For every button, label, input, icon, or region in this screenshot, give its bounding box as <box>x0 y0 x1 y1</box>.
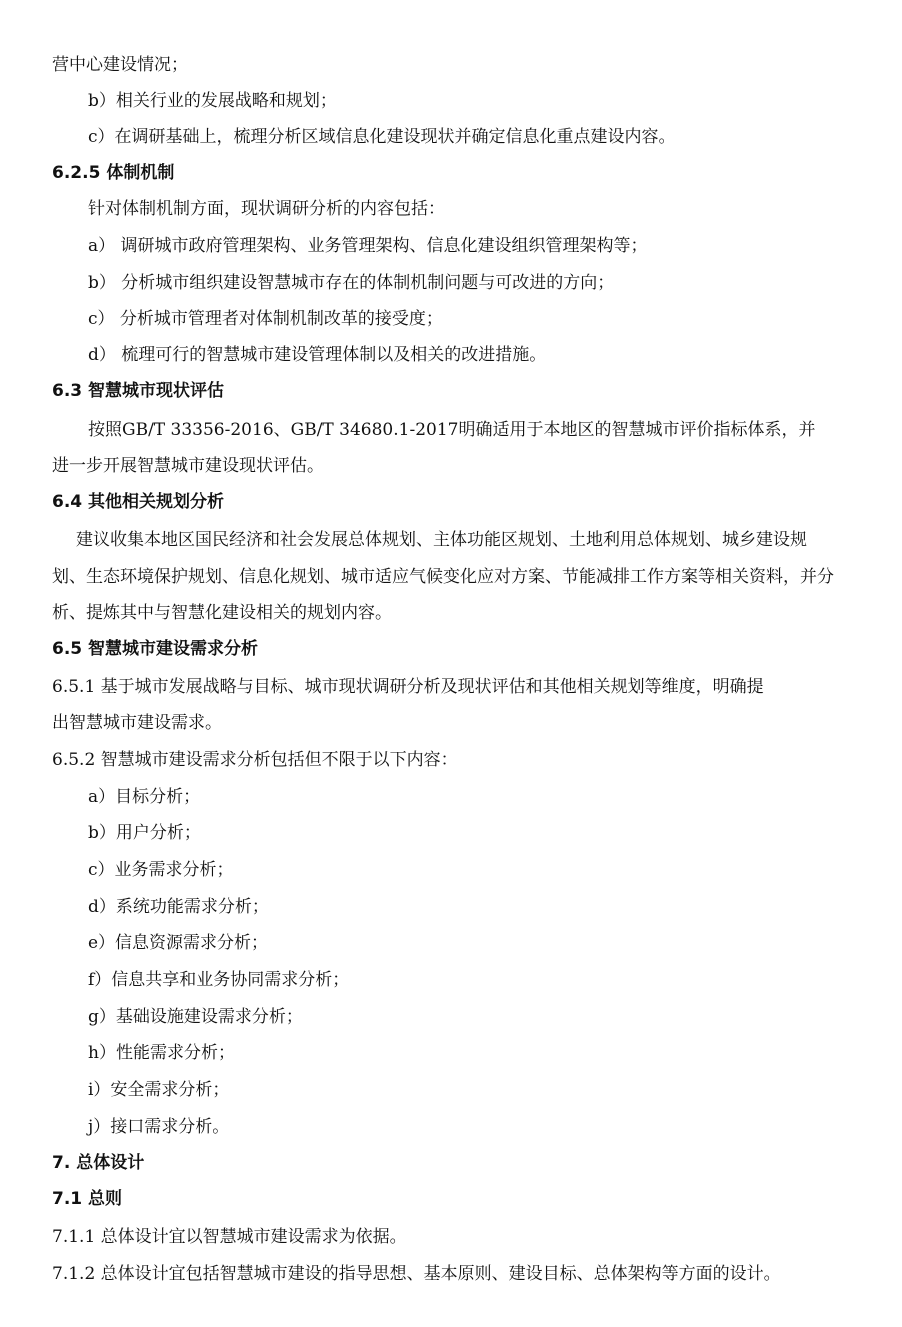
paragraph-line: 划、生态环境保护规划、信息化规划、城市适应气候变化应对方案、节能减排工作方案等相关资料，并分 <box>52 567 834 587</box>
section-heading: 6.5 智慧城市建设需求分析 <box>52 639 259 659</box>
list-item: j）接口需求分析。 <box>88 1117 230 1137</box>
list-item: a）目标分析； <box>88 787 201 807</box>
list-item: e）信息资源需求分析； <box>88 933 269 953</box>
section-heading: 6.2.5 体制机制 <box>52 163 175 183</box>
list-item: c）在调研基础上，梳理分析区域信息化建设现状并确定信息化重点建设内容。 <box>88 127 676 147</box>
paragraph-line: 6.5.2 智慧城市建设需求分析包括但不限于以下内容： <box>52 750 458 770</box>
list-item: c） 分析城市管理者对体制机制改革的接受度； <box>88 309 443 329</box>
paragraph-line: 按照GB/T 33356-2016、GB/T 34680.1-2017明确适用于本地区的智慧城市评价指标体系，并 <box>88 420 816 440</box>
list-item: b） 分析城市组织建设智慧城市存在的体制机制问题与可改进的方向； <box>88 273 615 293</box>
list-item: a） 调研城市政府管理架构、业务管理架构、信息化建设组织管理架构等； <box>88 236 648 256</box>
section-heading: 6.4 其他相关规划分析 <box>52 492 225 512</box>
section-heading: 6.3 智慧城市现状评估 <box>52 381 225 401</box>
paragraph-line: 建议收集本地区国民经济和社会发展总体规划、主体功能区规划、土地利用总体规划、城乡建设规 <box>76 530 807 550</box>
paragraph-line: 进一步开展智慧城市建设现状评估。 <box>52 456 324 476</box>
paragraph-line: 7.1.2 总体设计宜包括智慧城市建设的指导思想、基本原则、建设目标、总体架构等方面的设计。 <box>52 1264 781 1284</box>
list-item: g）基础设施建设需求分析； <box>88 1007 303 1027</box>
list-item: f）信息共享和业务协同需求分析； <box>88 970 350 990</box>
list-item: b）用户分析； <box>88 823 201 843</box>
text-line: 营中心建设情况； <box>52 55 188 75</box>
list-item: d）系统功能需求分析； <box>88 897 269 917</box>
list-item: i）安全需求分析； <box>88 1080 230 1100</box>
list-item: c）业务需求分析； <box>88 860 234 880</box>
paragraph-line: 针对体制机制方面，现状调研分析的内容包括： <box>88 199 445 219</box>
paragraph-line: 出智慧城市建设需求。 <box>52 713 222 733</box>
paragraph-line: 6.5.1 基于城市发展战略与目标、城市现状调研分析及现状评估和其他相关规划等维度，明确提 <box>52 677 764 697</box>
paragraph-line: 7.1.1 总体设计宜以智慧城市建设需求为依据。 <box>52 1227 407 1247</box>
list-item: d） 梳理可行的智慧城市建设管理体制以及相关的改进措施。 <box>88 345 547 365</box>
chapter-heading: 7. 总体设计 <box>52 1153 145 1173</box>
section-heading: 7.1 总则 <box>52 1189 123 1209</box>
paragraph-line: 析、提炼其中与智慧化建设相关的规划内容。 <box>52 603 392 623</box>
list-item: b）相关行业的发展战略和规划； <box>88 91 337 111</box>
list-item: h）性能需求分析； <box>88 1043 235 1063</box>
